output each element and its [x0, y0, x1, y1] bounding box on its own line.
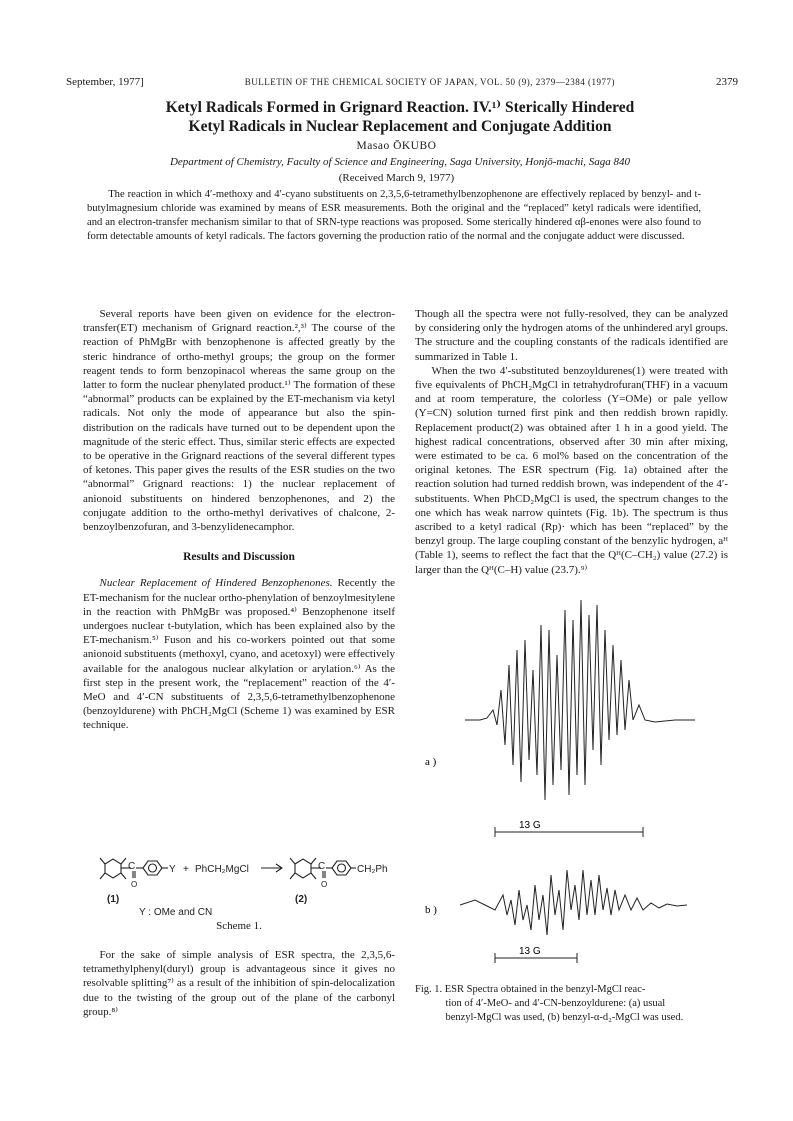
paper-title — [60, 98, 740, 136]
product-duryl-ring — [295, 859, 311, 878]
duryl-paragraph: For the sake of simple analysis of ESR spectra, the 2,3,5,6-tetramethylphenyl(duryl) group is advantageous since it gives no resolvable splitting⁷⁾ as a result of the inhibition of spin-delocalization due to the twisting of the group out of the plane of the carbonyl group.⁸⁾ — [83, 949, 395, 1018]
section-heading: Results and Discussion — [183, 551, 295, 564]
carbonyl-o-1: O — [131, 880, 138, 889]
figure-caption — [415, 983, 728, 1025]
header-date: September, 1977] — [66, 76, 144, 88]
scheme-1 — [83, 842, 395, 922]
received-date: (Received March 9, 1977) — [338, 172, 455, 184]
caption-line-2: tion of 4′-MeO- and 4′-CN-benzoyldurene: (a) usual — [445, 998, 666, 1009]
scheme-product-substituent: CH₂Ph — [357, 864, 388, 875]
nuclear-replacement-text: Recently the ET-mechanism for the nuclear ortho-phenylation of benzoylmesitylene in the reaction with PhMgBr was proposed.⁴⁾ Benzophenone itself undergoes nuclear t-butylation, which has been explained also by the ET-mechanism.⁵⁾ Fuson and his co-workers pointed out that some anionoid substituents (methoxyl, cyano, and acetoxyl) were effectively available for the analogous nuclear alkylation or arylation.⁶⁾ As the first step in the present work, the “replacement” reaction of the 4′-MeO and 4′-CN substituents of 2,3,5,6-tetramethylbenzophenone (benzoyldurene) with PhCH₂MgCl (Scheme 1) was examined by ESR technique. — [83, 577, 395, 732]
title-line-1: Ketyl Radicals Formed in Grignard Reaction. IV.¹⁾ Sterically Hindered — [165, 99, 635, 116]
subsection-lead: Nuclear Replacement of Hindered Benzophenones. — [99, 577, 333, 590]
scheme-1-drawing — [83, 842, 395, 922]
scheme-y-legend: Y : OMe and CN — [139, 907, 213, 918]
carbonyl-c-1: C — [128, 861, 136, 872]
scheme-caption: Scheme 1. — [216, 920, 262, 932]
nuclear-replacement-paragraph — [83, 576, 395, 732]
author: Masao ŌKUBO — [356, 140, 437, 152]
header-journal: BULLETIN OF THE CHEMICAL SOCIETY OF JAPAN, VOL. 50 (9), 2379—2384 (1977) — [244, 77, 615, 87]
left-column-bottom — [83, 948, 395, 1019]
scale-label-b: 13 G — [519, 946, 541, 957]
scheme-y: Y — [169, 864, 176, 875]
reactant-duryl-ring — [105, 859, 121, 878]
spectra-paragraph: Though all the spectra were not fully-resolved, they can be analyzed by considering only the hydrogen atoms of the unhindered aryl groups. The structure and the coupling constants of the radicals identified are summarized in Table 1. — [415, 308, 728, 363]
scheme-label-2: (2) — [295, 894, 308, 905]
caption-line-3: benzyl-MgCl was used, (b) benzyl-α-d₂-MgCl was used. — [445, 1012, 684, 1023]
esr-spectra — [415, 570, 728, 970]
right-column — [415, 307, 728, 577]
scale-label-a: 13 G — [519, 820, 541, 831]
reactant-aryl-ring — [143, 861, 162, 875]
plus-sign: + — [183, 864, 189, 875]
carbonyl-o-2: O — [321, 880, 328, 889]
abstract: The reaction in which 4′-methoxy and 4′-cyano substituents on 2,3,5,6-tetramethylbenzophenone are effectively replaced by benzyl- and t-butylmagnesium chloride was examined by means of ESR measurements. Both the original and the “replaced” ketyl radicals were identified, and an electron-transfer mechanism similar to that of SRN-type reactions was proposed. Some sterically hindered αβ-enones were also found to form detectable amounts of ketyl radicals. The factors governing the production ratio of the normal and the conjugate adduct were discussed. — [87, 189, 701, 242]
title-line-2: Ketyl Radicals in Nuclear Replacement and Conjugate Addition — [188, 118, 612, 135]
figure-label-a: a ) — [425, 756, 437, 768]
spectrum-a-trace — [465, 600, 695, 800]
figure-label-b: b ) — [425, 904, 437, 916]
scheme-reagent: PhCH₂MgCl — [195, 864, 249, 875]
affiliation: Department of Chemistry, Faculty of Science and Engineering, Saga University, Honjō-machi, Saga 840 — [169, 156, 631, 168]
carbonyl-c-2: C — [318, 861, 326, 872]
running-header — [66, 76, 738, 88]
figure-1 — [415, 570, 728, 970]
intro-paragraph: Several reports have been given on evidence for the electron-transfer(ET) mechanism of Grignard reaction.²,³⁾ The course of the reaction of PhMgBr with benzophenone is affected greatly by the steric hindrance of ortho-methyl groups; the group on the former reagent tends to form benzopinacol whereas the same group on the latter to form the nuclear phenylated product.¹⁾ The formation of these “abnormal” products can be explained by the ET-mechanism via ketyl radicals. Not only the mode of appearance but also the spin-distribution on the radicals have turned out to be dependent upon the magnitude of the steric effect. Thus, similar steric effects are expected to be operative in the Grignard reactions of the several different types of ketones. This paper gives the results of the ESR studies on the two “abnormal” Grignard reactions: 1) the nuclear replacement of anionoid substituents on hindered benzophenones, and 2) the conjugate addition to the ortho-methyl derivatives of chalcone, 2-benzoylbenzofuran, and 3-benzylidenecamphor. — [83, 308, 395, 534]
header-page-number: 2379 — [716, 76, 738, 88]
benzoyldurene-paragraph: When the two 4′-substituted benzoyldurenes(1) were treated with five equivalents of PhCH₂MgCl in tetrahydrofuran(THF) in a vacuum and at room temperature, the colorless (Y=OMe) or pale yellow (Y=CN) solution turned first pink and then reddish brown rapidly. Replacement product(2) was obtained after 1 h in a good yield. The highest radical concentrations, observed after 30 min after mixing, were estimated to be ca. 6 mol% based on the concentration of the original ketones. The ESR spectrum (Fig. 1a) obtained after the reaction solution had turned reddish brown, was independent of the 4′-substituents. When PhCD₂MgCl is used, the spectrum changes to the one which has weak narrow quintets (Fig. 1b). The spectrum is thus ascribed to a ketyl radical (Rp)· which has been “replaced” by the benzyl group. The large coupling constant of the benzylic hydrogen, aᴴ (Table 1), seems to reflect the fact that the Qᴴ(C–CH₂) value (27.2) is larger than the Qᴴ(C–H) value (23.7).⁹⁾ — [415, 364, 728, 576]
product-aryl-ring — [332, 861, 351, 875]
scheme-label-1: (1) — [107, 894, 120, 905]
spectrum-b-trace — [460, 870, 687, 935]
caption-line-1: Fig. 1. ESR Spectra obtained in the benzyl-MgCl reac- — [415, 984, 646, 995]
left-column — [83, 307, 395, 733]
